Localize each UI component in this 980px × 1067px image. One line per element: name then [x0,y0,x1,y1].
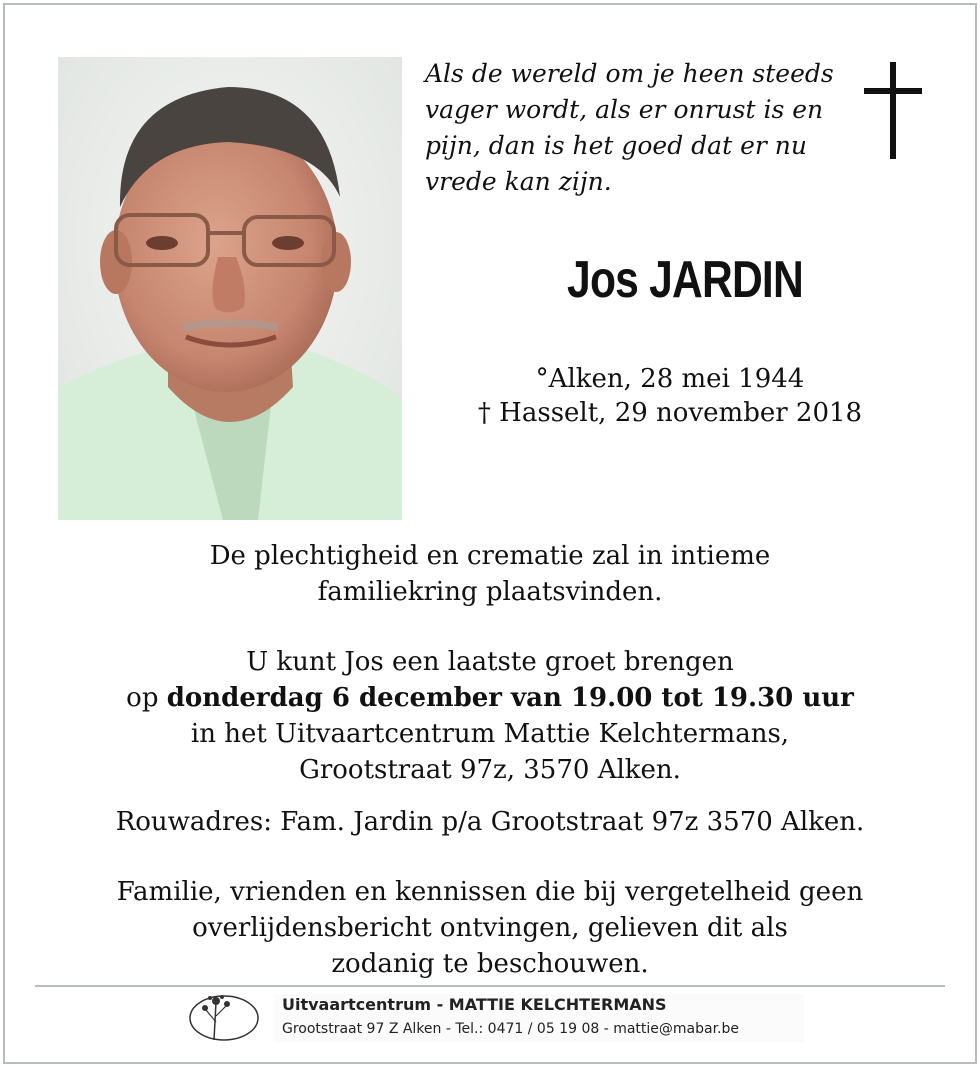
visitation-line: in het Uitvaartcentrum Mattie Kelchtermans, [190,719,790,749]
flower-logo-icon [186,992,268,1044]
visitation-line: Grootstraat 97z, 3570 Alken. [299,755,681,785]
mourning-address: Rouwadres: Fam. Jardin p/a Grootstraat 97z 3570 Alken. [115,807,865,837]
funeral-home-footer [186,992,796,1044]
poem-line: pijn, dan is het goed dat er nu [425,131,807,160]
visitation-date-line [40,680,940,716]
notice-line: zodanig te beschouwen. [331,949,649,979]
visitation-prefix: op [126,683,167,713]
visitation-datetime: donderdag 6 december van 19.00 tot 19.30 uur [166,683,854,713]
death-date: † Hasselt, 29 november 2018 [477,398,863,428]
visitation-text [40,644,940,788]
footer-title: Uitvaartcentrum - MATTIE KELCHTERMANS [282,995,667,1014]
poem-line: vager wordt, als er onrust is en [425,95,824,124]
poem-line: Als de wereld om je heen steeds [425,59,834,88]
poem-line: vrede kan zijn. [425,167,612,196]
deceased-name: Jos JARDIN [567,251,803,309]
visitation-line: U kunt Jos een laatste groet brengen [246,647,734,677]
footer-contact: Grootstraat 97 Z Alken - Tel.: 0471 / 05 19 08 - mattie@mabar.be [282,1021,740,1037]
cross-icon [864,62,922,159]
footer-divider [35,985,945,987]
notice-line: Familie, vrienden en kennissen die bij vergetelheid geen [116,877,864,907]
birth-date: °Alken, 28 mei 1944 [535,364,805,394]
poem [425,56,845,200]
life-dates [470,362,870,430]
notice-text [40,874,940,982]
ceremony-line: De plechtigheid en crematie zal in intieme [209,541,771,571]
portrait-photo [58,57,402,520]
ceremony-line: familiekring plaatsvinden. [317,577,663,607]
ceremony-text [40,538,940,610]
notice-line: overlijdensbericht ontvingen, gelieven dit als [192,913,788,943]
